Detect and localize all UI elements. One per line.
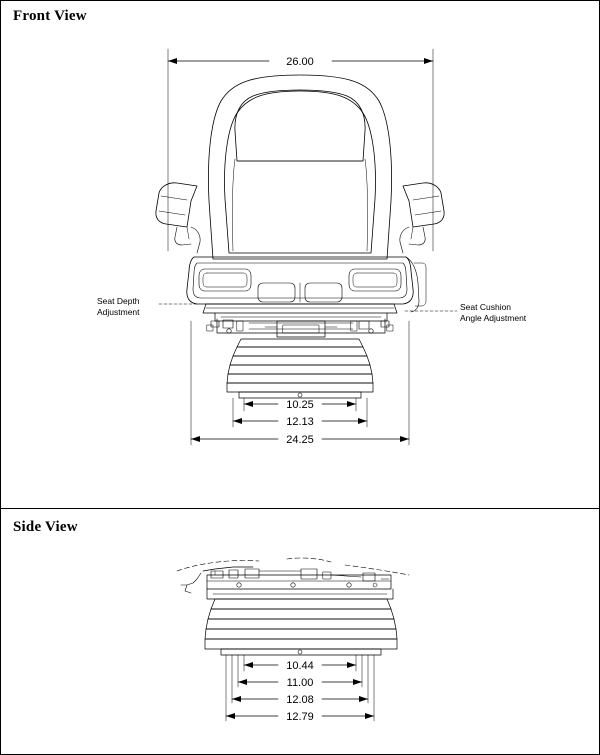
callout-seat-depth-line2: Adjustment [97,307,140,317]
dim-12-08: 12.08 [286,694,314,706]
dim-12-79: 12.79 [286,711,314,723]
front-view-drawing [1,1,599,508]
front-view-title: Front View [13,8,87,24]
front-view-panel [1,1,599,509]
dim-26-00: 26.00 [286,56,314,68]
dim-24-25: 24.25 [286,434,314,446]
dim-10-25: 10.25 [286,399,314,411]
dim-11-00: 11.00 [286,677,314,689]
side-view-panel [1,509,599,754]
dim-10-44: 10.44 [286,660,314,672]
callout-seat-cushion-angle-adjustment [460,302,526,324]
callout-seat-depth-adjustment [97,296,140,318]
callout-seat-cushion-line1: Seat Cushion [460,302,512,312]
callout-seat-depth-line1: Seat Depth [97,296,140,306]
side-view-drawing [1,509,599,754]
dim-12-13: 12.13 [286,416,314,428]
side-view-title: Side View [13,519,78,535]
callout-seat-cushion-line2: Angle Adjustment [460,313,527,323]
